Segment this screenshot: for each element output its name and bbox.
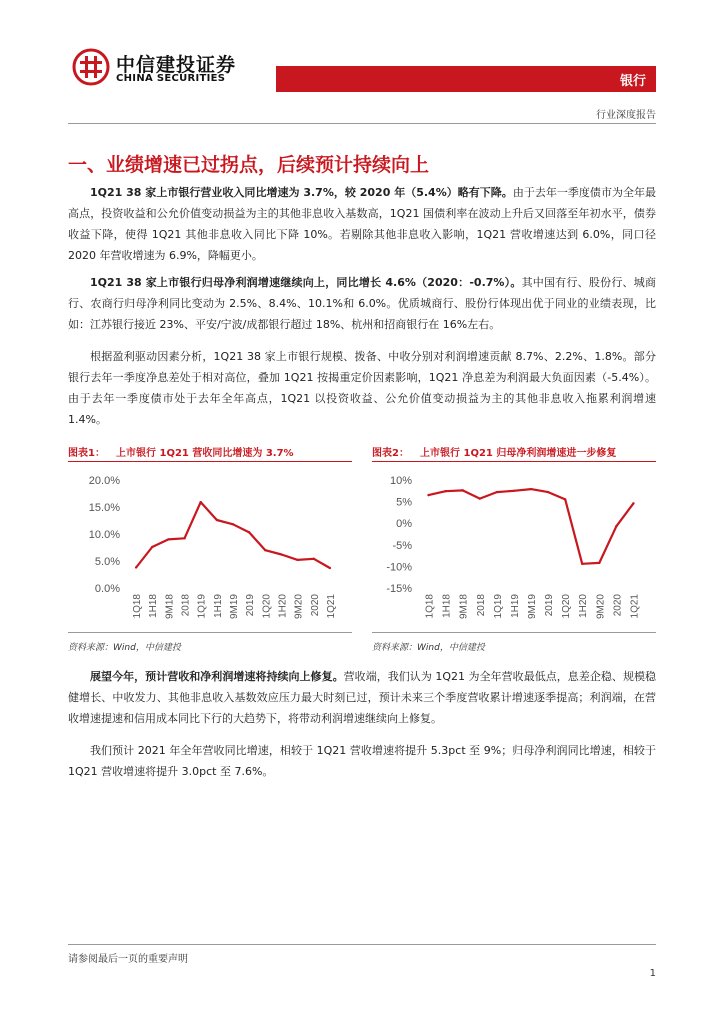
data-point	[232, 523, 234, 525]
series-line	[429, 489, 634, 564]
data-point	[264, 549, 266, 551]
y-tick-label: 20.0%	[88, 475, 120, 487]
data-point	[427, 494, 429, 496]
data-point	[461, 489, 463, 491]
section-title: 一、业绩增速已过拐点，后续预计持续向上	[68, 154, 430, 176]
figure-1-title: 上市银行 1Q21 营收同比增速为 3.7%	[116, 448, 294, 459]
figure-1-header	[68, 444, 352, 462]
paragraph-profit	[68, 272, 656, 335]
data-point	[547, 491, 549, 493]
x-tick-label: 2020	[612, 594, 624, 617]
data-point	[313, 558, 315, 560]
figure-1-source: 资料来源：Wind，中信建投	[68, 643, 181, 653]
figure-2-number: 图表2：	[372, 448, 409, 459]
x-tick-label: 9M18	[164, 594, 176, 620]
x-tick-label: 1Q21	[629, 594, 641, 619]
y-tick-label: 0.0%	[94, 583, 120, 595]
china-securities-logo-icon	[72, 48, 110, 86]
x-tick-label: 1H19	[212, 594, 224, 618]
x-tick-label: 9M20	[293, 594, 305, 620]
data-point	[632, 502, 634, 504]
data-point	[513, 490, 515, 492]
x-tick-label: 2018	[180, 594, 192, 617]
data-point	[296, 559, 298, 561]
y-tick-label: 0%	[396, 518, 412, 531]
x-tick-label: 1H18	[441, 594, 453, 618]
figure-2-title: 上市银行 1Q21 归母净利润增速进一步修复	[420, 448, 617, 459]
data-point	[135, 566, 137, 568]
x-tick-label: 2019	[245, 594, 257, 617]
page-number: 1	[649, 968, 656, 979]
x-tick-label: 9M19	[229, 594, 240, 620]
brand-logo	[72, 48, 272, 88]
data-point	[444, 490, 446, 492]
logo-chinese-name: 中信建投证券	[116, 54, 237, 76]
paragraph-outlook-body: 营收端，我们认为 1Q21 为全年营收最低点，息差企稳、规模稳健增长、中收发力、其他非息收入基数效应压力最大时刻已过，预计未来三个季度营收累计增速逐季提高；利润端，在营收增速提速和信用成本同比下行的大趋势下，将带动利润增速继续向上修复。	[68, 670, 656, 725]
figure-2-divider	[372, 632, 656, 633]
x-tick-label: 9M20	[595, 594, 607, 620]
report-type-label: 行业深度报告	[596, 110, 656, 121]
x-tick-label: 1Q18	[424, 594, 436, 619]
paragraph-forecast: 我们预计 2021 年全年营收同比增速，相较于 1Q21 营收增速将提升 5.3pct 至 9%；归母净利润同比增速，相较于 1Q21 营收增速将提升 3.0pct 至 7.6%。	[68, 744, 656, 778]
y-tick-label: 5%	[396, 496, 412, 509]
y-tick-label: 10.0%	[88, 529, 120, 541]
x-tick-label: 2019	[544, 594, 556, 617]
figure-1-number: 图表1：	[68, 448, 105, 459]
series-line	[136, 502, 330, 568]
data-point	[581, 563, 583, 565]
x-tick-label: 1Q20	[561, 594, 573, 619]
data-point	[248, 531, 250, 533]
x-tick-label: 2018	[475, 594, 487, 617]
x-tick-label: 1H18	[148, 594, 160, 618]
x-tick-label: 1H20	[578, 594, 590, 618]
figure-1-chart	[68, 466, 352, 630]
data-point	[216, 519, 218, 521]
x-tick-label: 9M18	[458, 594, 470, 620]
x-tick-label: 1H20	[277, 594, 289, 618]
data-point	[280, 553, 282, 555]
data-point	[167, 538, 169, 540]
x-tick-label: 9M19	[527, 594, 538, 620]
y-tick-label: -5%	[392, 539, 412, 552]
x-tick-label: 1Q21	[325, 594, 337, 619]
x-tick-label: 1Q19	[196, 594, 208, 619]
data-point	[329, 567, 331, 569]
x-tick-label: 1Q19	[492, 594, 504, 619]
logo-english-name: CHINA SECURITIES	[116, 73, 226, 84]
x-tick-label: 1H19	[509, 594, 521, 618]
y-tick-label: -15%	[386, 583, 412, 595]
paragraph-profit-body: 其中国有行、股份行、城商行、农商行归母净利同比变动为 2.5%、8.4%、10.1%和 6.0%。优质城商行、股份行体现出优于同业的业绩表现，比如：江苏银行接近 23%、平安/宁波/成都银行超过 18%、杭州和招商银行在 16%左右。	[68, 276, 656, 331]
x-tick-label: 1Q20	[261, 594, 273, 619]
y-tick-label: -10%	[386, 561, 412, 574]
sector-banner	[276, 66, 656, 92]
data-point	[615, 525, 617, 527]
paragraph-revenue	[68, 182, 656, 266]
x-tick-label: 2020	[309, 594, 321, 617]
data-point	[479, 497, 481, 499]
data-point	[151, 546, 153, 548]
figure-2-chart	[372, 466, 656, 630]
footer-divider	[68, 944, 656, 945]
y-tick-label: 15.0%	[88, 502, 120, 514]
paragraph-drivers: 根据盈利驱动因素分析，1Q21 38 家上市银行规模、拨备、中收分别对利润增速贡献 8.7%、2.2%、1.8%。部分银行去年一季度净息差处于相对高位，叠加 1Q21 按揭重定价因素影响，1Q21 净息差为利润最大负面因素（-5.4%）。由于去年一季度债市处于去年全年高点，1Q21 以投资收益、公允价值变动损益为主的其他非息收入拖累利润增速 1.4%。	[68, 350, 656, 426]
header-divider	[68, 123, 656, 124]
x-tick-label: 1Q18	[132, 594, 144, 619]
figure-2-header	[372, 444, 656, 462]
disclaimer-note: 请参阅最后一页的重要声明	[68, 954, 188, 965]
paragraph-revenue-body: 由于去年一季度债市为全年最高点，投资收益和公允价值变动损益为主的其他非息收入基数高，1Q21 国债利率在波动上升后又回落至年初水平，债券收益下降，使得 1Q21 其他非息收入同比下降 10%。若剔除其他非息收入影响，1Q21 营收增速达到 6.0%，同口径 2020 年营收增速为 6.9%，降幅更小。	[68, 186, 656, 262]
paragraph-profit-lead: 1Q21 38 家上市银行归母净利润增速继续向上，同比增长 4.6%（2020：-0.7%）。	[90, 276, 522, 289]
paragraph-revenue-lead: 1Q21 38 家上市银行营业收入同比增速为 3.7%，较 2020 年（5.4%）略有下降。	[90, 186, 513, 199]
figure-2-source: 资料来源：Wind，中信建投	[372, 643, 485, 653]
y-tick-label: 5.0%	[94, 556, 120, 568]
data-point	[496, 491, 498, 493]
data-point	[183, 537, 185, 539]
y-tick-label: 10%	[389, 475, 412, 487]
data-point	[598, 562, 600, 564]
data-point	[199, 501, 201, 503]
figure-1-divider	[68, 632, 352, 633]
paragraph-outlook	[68, 666, 656, 729]
paragraph-outlook-lead: 展望今年，预计营收和净利润增速将持续向上修复。	[90, 670, 344, 683]
sector-label: 银行	[619, 74, 646, 89]
data-point	[530, 488, 532, 490]
data-point	[564, 498, 566, 500]
